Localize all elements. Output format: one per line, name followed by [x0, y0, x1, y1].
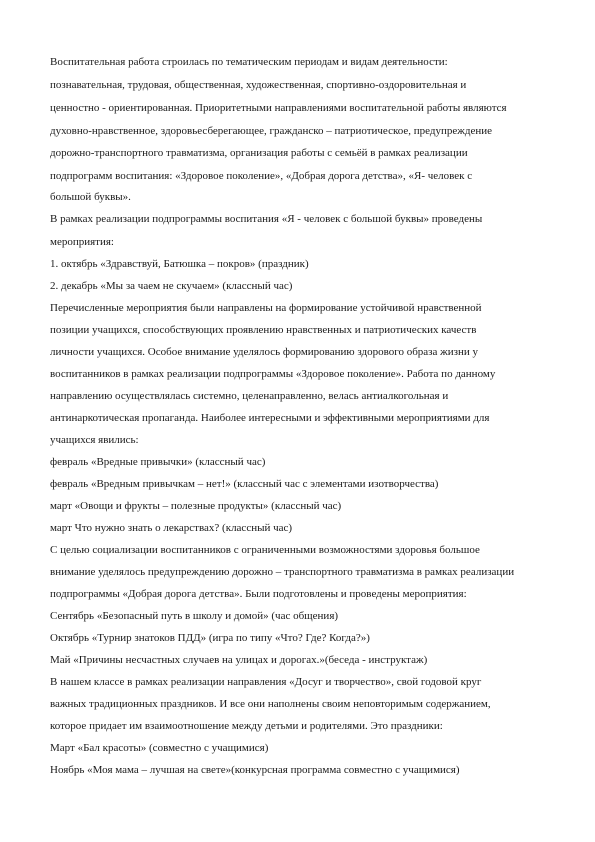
text-line: которое придает им взаимоотношение между детьми и родителями. Это праздники: — [50, 720, 443, 732]
text-line: важных традиционных праздников. И все они наполнены своим неповторимым содержанием, — [50, 698, 491, 710]
text-line: Март «Бал красоты» (совместно с учащимися) — [50, 742, 269, 754]
text-line: познавательная, трудовая, общественная, художественная, спортивно-оздоровительная и — [50, 79, 467, 91]
text-line: В нашем классе в рамках реализации направления «Досуг и творчество», свой годовой круг — [50, 676, 482, 688]
text-line: внимание уделялось предупреждению дорожно – транспортного травматизма в рамках реализации — [50, 566, 515, 578]
text-line: учащихся явились: — [50, 434, 139, 446]
text-line: большой буквы». — [50, 191, 131, 203]
text-line: февраль «Вредные привычки» (классный час) — [50, 456, 266, 468]
text-line: Перечисленные мероприятия были направлены на формирование устойчивой нравственной — [50, 302, 482, 314]
text-line: Октябрь «Турнир знатоков ПДД» (игра по типу «Что? Где? Когда?») — [50, 632, 370, 644]
text-line: март Что нужно знать о лекарствах? (классный час) — [50, 522, 293, 534]
text-line: воспитанников в рамках реализации подпрограммы «Здоровое поколение». Работа по данному — [50, 368, 496, 380]
text-line: Воспитательная работа строилась по тематическим периодам и видам деятельности: — [50, 56, 448, 68]
text-line: дорожно-транспортного травматизма, организация работы с семьёй в рамках реализации — [50, 147, 468, 159]
text-line: 1. октябрь «Здравствуй, Батюшка – покров» (праздник) — [50, 258, 309, 270]
text-line: направлению осуществлялась системно, целенаправленно, велась антиалкогольная и — [50, 390, 449, 402]
text-line: С целью социализации воспитанников с ограниченными возможностями здоровья большое — [50, 544, 480, 556]
text-line: ценностно - ориентированная. Приоритетными направлениями воспитательной работы являются — [50, 102, 507, 114]
text-line: личности учащихся. Особое внимание уделялось формированию здорового образа жизни у — [50, 346, 479, 358]
text-line: В рамках реализации подпрограммы воспитания «Я - человек с большой буквы» проведены — [50, 213, 483, 225]
text-line: духовно-нравственное, здоровьесберегающее, гражданско – патриотическое, предупреждение — [50, 125, 492, 137]
text-line: февраль «Вредным привычкам – нет!» (классный час с элементами изотворчества) — [50, 478, 439, 490]
text-line: 2. декабрь «Мы за чаем не скучаем» (классный час) — [50, 280, 293, 292]
text-line: подпрограмм воспитания: «Здоровое поколение», «Добрая дорога детства», «Я- человек с — [50, 170, 473, 182]
text-line: позиции учащихся, способствующих проявлению нравственных и патриотических качеств — [50, 324, 477, 336]
text-line: март «Овощи и фрукты – полезные продукты» (классный час) — [50, 500, 342, 512]
text-line: Ноябрь «Моя мама – лучшая на свете»(конкурсная программа совместно с учащимися) — [50, 764, 460, 776]
text-line: антинаркотическая пропаганда. Наиболее интересными и эффективными мероприятиями для — [50, 412, 490, 424]
text-line: подпрограммы «Добрая дорога детства». Были подготовлены и проведены мероприятия: — [50, 588, 467, 600]
text-line: мероприятия: — [50, 236, 114, 248]
text-line: Май «Причины несчастных случаев на улицах и дорогах.»(беседа - инструктаж) — [50, 654, 428, 666]
text-line: Сентябрь «Безопасный путь в школу и домой» (час общения) — [50, 610, 339, 622]
